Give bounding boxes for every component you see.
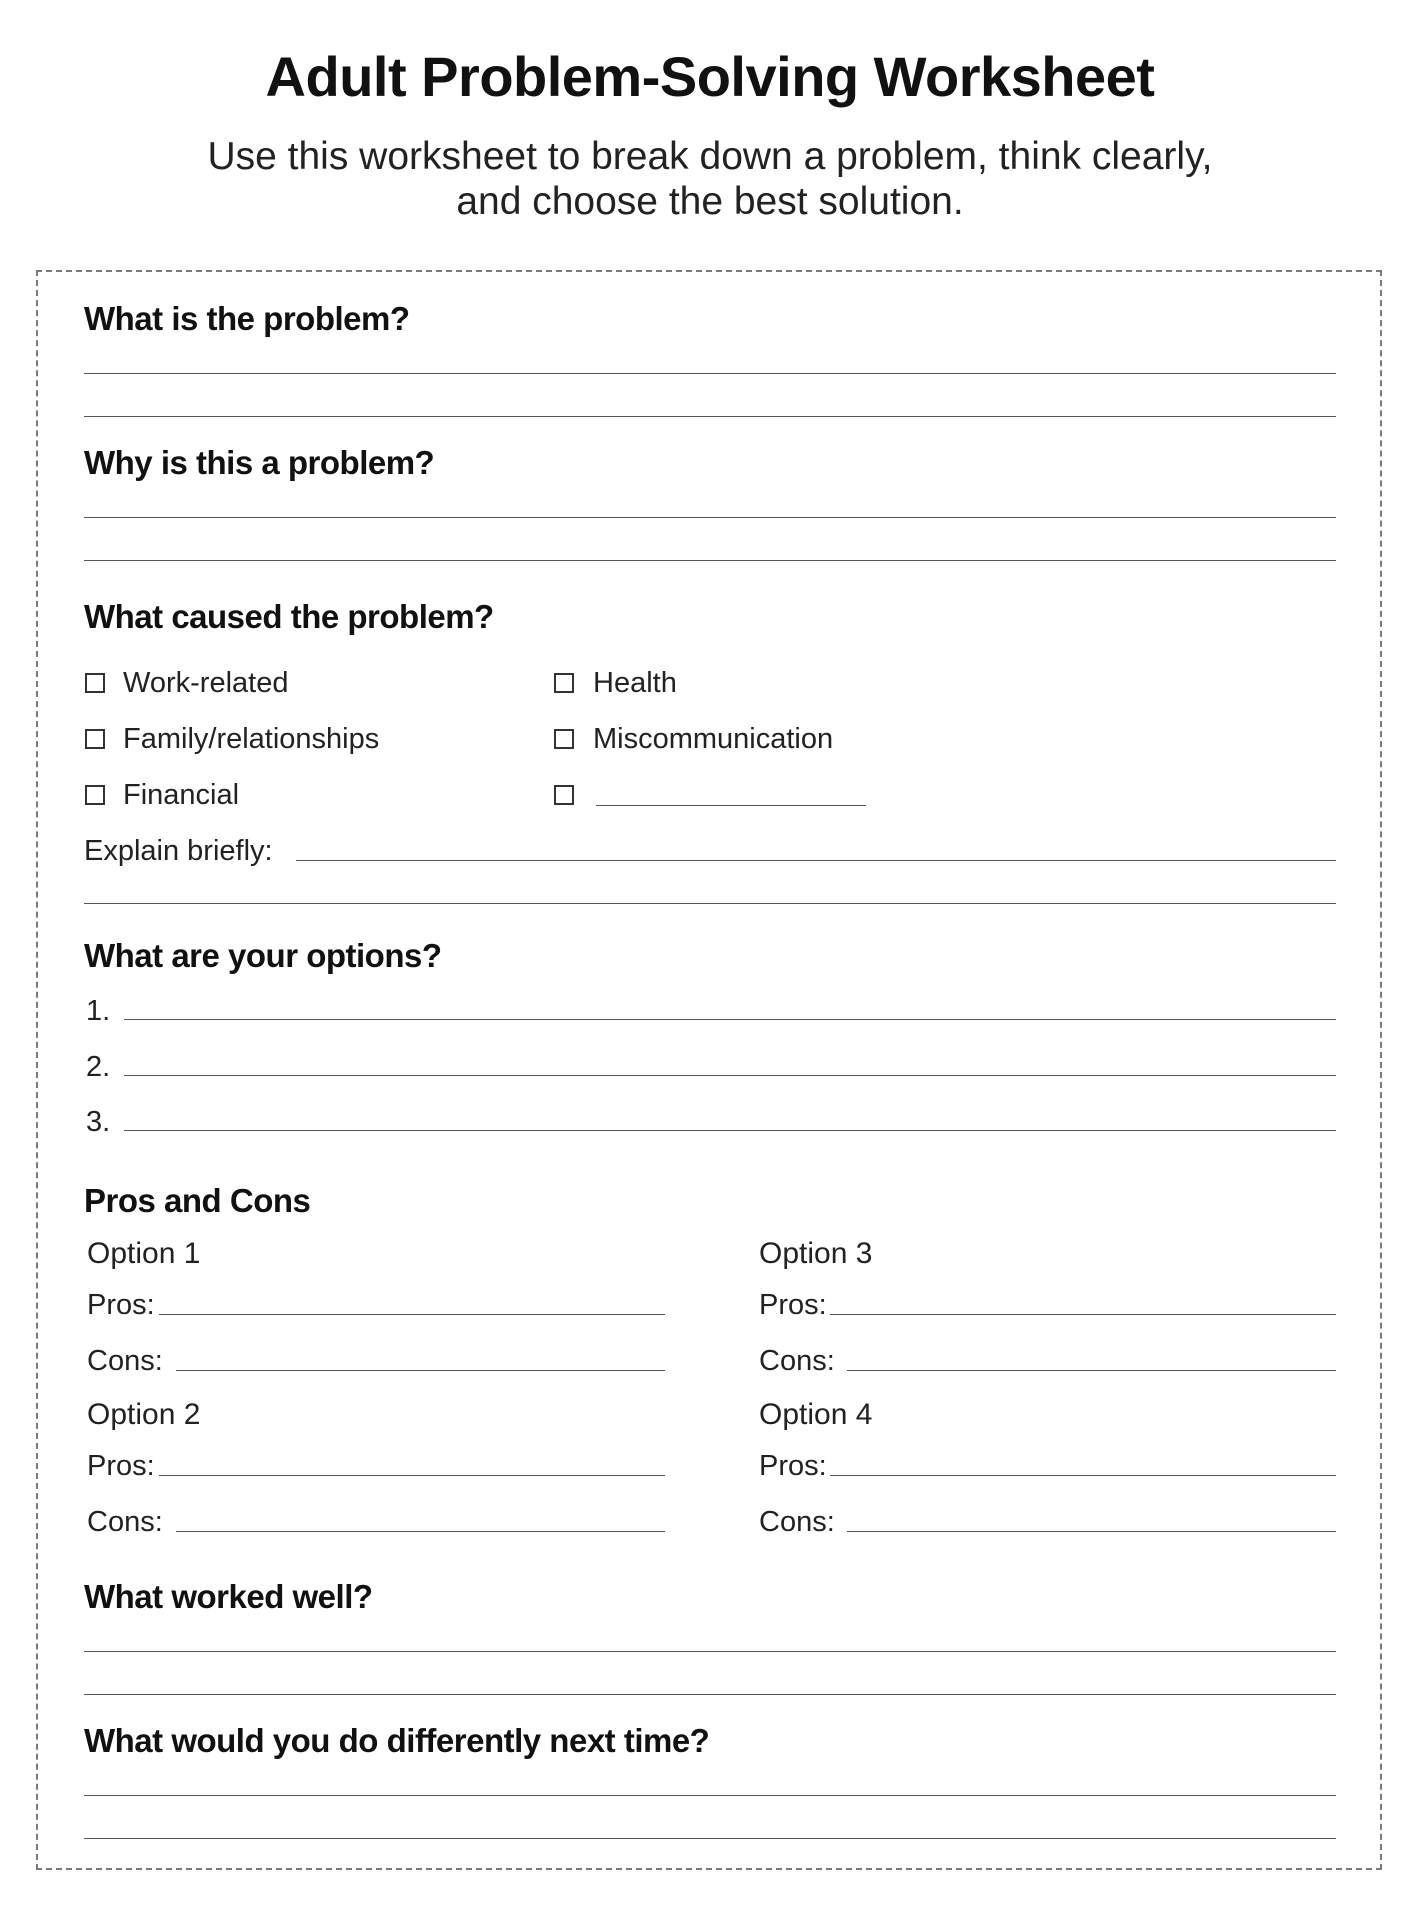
option-1-pros-label: Pros: bbox=[87, 1289, 155, 1321]
explain-label: Explain briefly: bbox=[84, 835, 273, 867]
answer-line[interactable] bbox=[84, 1651, 1336, 1652]
cause-label-work: Work-related bbox=[123, 667, 289, 699]
worksheet-frame bbox=[36, 270, 1382, 1870]
option-4-pros-line[interactable] bbox=[830, 1475, 1336, 1476]
heading-pros-cons: Pros and Cons bbox=[84, 1182, 311, 1219]
option-2-cons-label: Cons: bbox=[87, 1506, 163, 1538]
answer-line[interactable] bbox=[84, 416, 1336, 417]
option-4-pros-label: Pros: bbox=[759, 1450, 827, 1482]
other-cause-line[interactable] bbox=[596, 805, 866, 806]
option-2-pros-label: Pros: bbox=[87, 1450, 155, 1482]
cause-label-financial: Financial bbox=[123, 779, 240, 811]
subtitle-line-2: and choose the best solution. bbox=[456, 180, 964, 223]
heading-cause: What caused the problem? bbox=[84, 598, 494, 635]
checkbox-health[interactable] bbox=[554, 673, 574, 693]
explain-line-2[interactable] bbox=[84, 903, 1336, 904]
option-1-cons-line[interactable] bbox=[176, 1370, 665, 1371]
answer-line[interactable] bbox=[84, 1795, 1336, 1796]
answer-line[interactable] bbox=[84, 373, 1336, 374]
option-4-cons-line[interactable] bbox=[847, 1531, 1336, 1532]
option-3-cons-label: Cons: bbox=[759, 1345, 835, 1377]
answer-line[interactable] bbox=[84, 517, 1336, 518]
option-4-title: Option 4 bbox=[759, 1398, 873, 1431]
option-2-cons-line[interactable] bbox=[176, 1531, 665, 1532]
cause-label-health: Health bbox=[593, 667, 677, 699]
option-number-1: 1. bbox=[86, 995, 111, 1027]
option-1-title: Option 1 bbox=[87, 1237, 201, 1270]
option-number-3: 3. bbox=[86, 1106, 111, 1138]
answer-line[interactable] bbox=[84, 560, 1336, 561]
cause-label-miscommunication: Miscommunication bbox=[593, 723, 834, 755]
subtitle-line-1: Use this worksheet to break down a problem, think clearly, bbox=[207, 135, 1213, 178]
explain-line[interactable] bbox=[296, 860, 1336, 861]
heading-problem: What is the problem? bbox=[84, 300, 410, 337]
option-3-pros-line[interactable] bbox=[830, 1314, 1336, 1315]
checkbox-miscommunication[interactable] bbox=[554, 729, 574, 749]
heading-options: What are your options? bbox=[84, 937, 442, 974]
option-1-pros-line[interactable] bbox=[159, 1314, 665, 1315]
cause-label-family: Family/relationships bbox=[123, 723, 380, 755]
option-3-pros-label: Pros: bbox=[759, 1289, 827, 1321]
option-4-cons-label: Cons: bbox=[759, 1506, 835, 1538]
heading-worked-well: What worked well? bbox=[84, 1578, 373, 1615]
heading-why: Why is this a problem? bbox=[84, 444, 435, 481]
option-line-2[interactable] bbox=[124, 1075, 1336, 1076]
answer-line[interactable] bbox=[84, 1838, 1336, 1839]
option-line-3[interactable] bbox=[124, 1130, 1336, 1131]
answer-line[interactable] bbox=[84, 1694, 1336, 1695]
option-1-cons-label: Cons: bbox=[87, 1345, 163, 1377]
worksheet-title: Adult Problem-Solving Worksheet bbox=[265, 45, 1155, 108]
option-number-2: 2. bbox=[86, 1051, 111, 1083]
option-3-title: Option 3 bbox=[759, 1237, 873, 1270]
checkbox-other[interactable] bbox=[554, 785, 574, 805]
option-3-cons-line[interactable] bbox=[847, 1370, 1336, 1371]
checkbox-financial[interactable] bbox=[85, 785, 105, 805]
option-2-title: Option 2 bbox=[87, 1398, 201, 1431]
option-2-pros-line[interactable] bbox=[159, 1475, 665, 1476]
option-line-1[interactable] bbox=[124, 1019, 1336, 1020]
heading-differently: What would you do differently next time? bbox=[84, 1722, 710, 1759]
checkbox-family[interactable] bbox=[85, 729, 105, 749]
checkbox-work-related[interactable] bbox=[85, 673, 105, 693]
